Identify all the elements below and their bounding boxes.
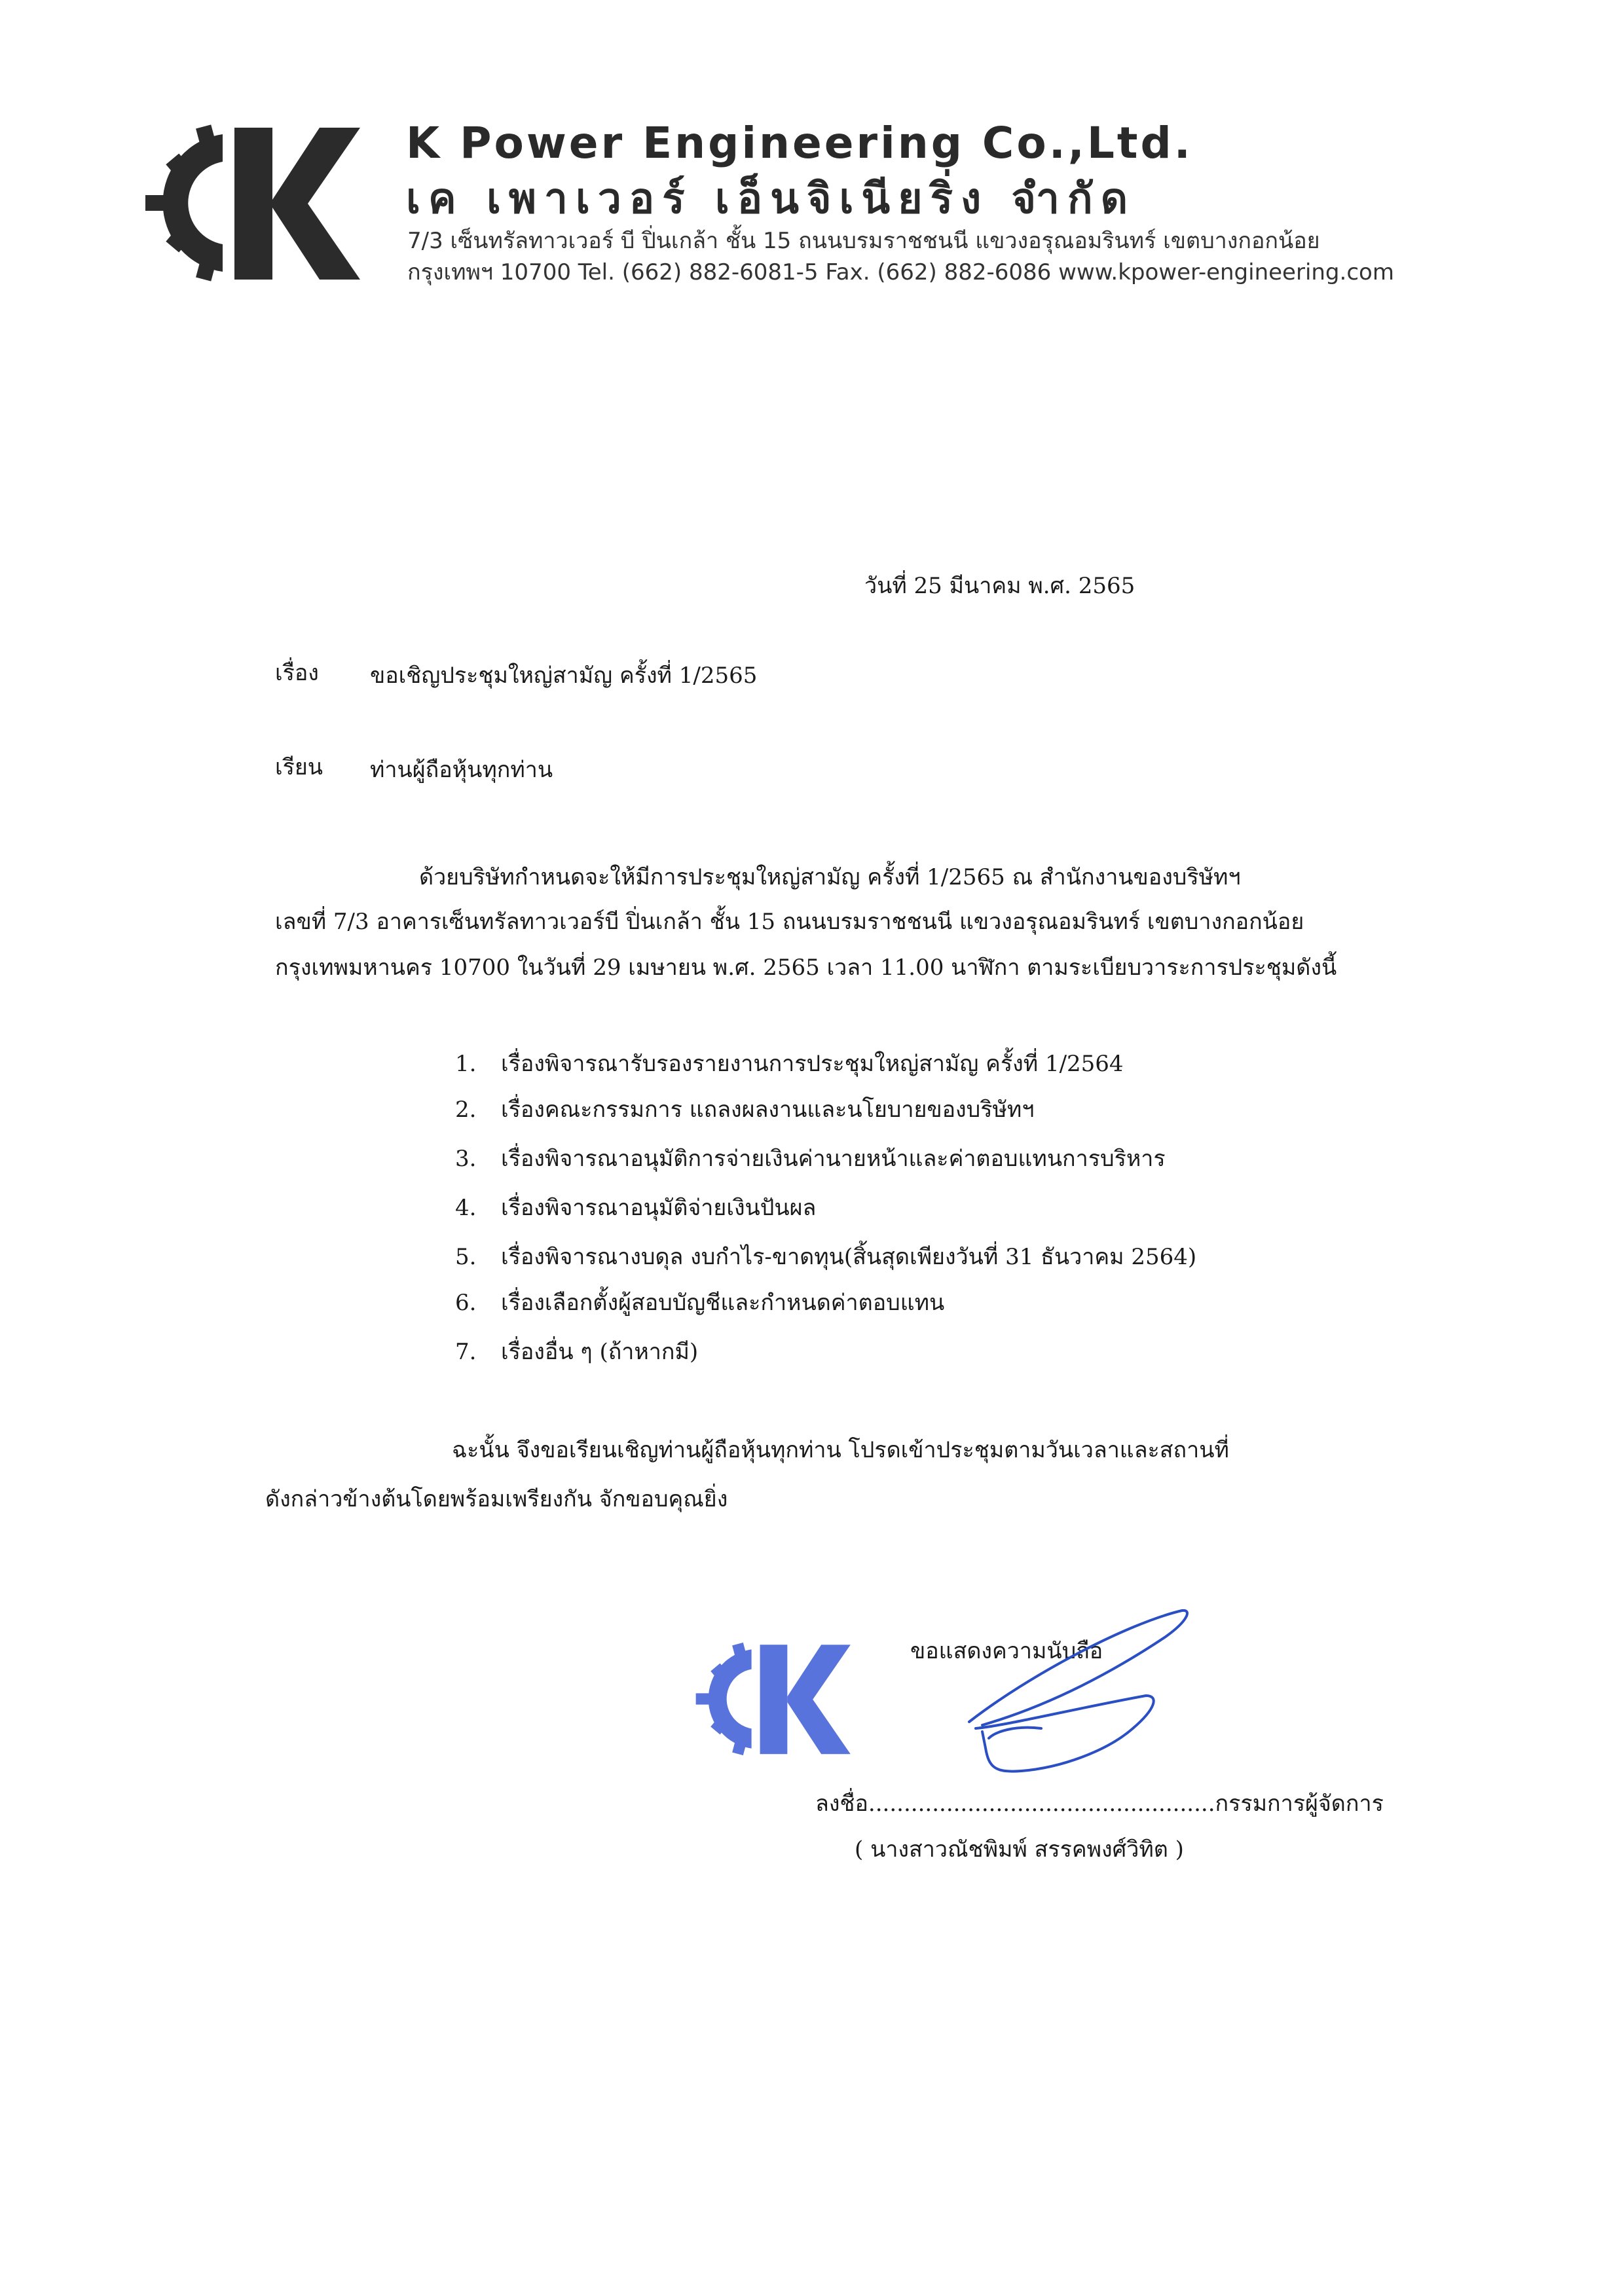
agenda-number: 6. bbox=[455, 1290, 477, 1316]
regards-text: ขอแสดงความนับถือ bbox=[910, 1638, 1103, 1664]
handwritten-signature-icon bbox=[930, 1597, 1205, 1794]
agenda-text: เรื่องพิจารณางบดุล งบกำไร-ขาดทุน(สิ้นสุดเพียงวันที่ 31 ธันวาคม 2564) bbox=[501, 1244, 1197, 1270]
company-contact: กรุงเทพฯ 10700 Tel. (662) 882-6081-5 Fax. (662) 882-6086 www.kpower-engineering.com bbox=[407, 259, 1394, 285]
agenda-number: 4. bbox=[455, 1195, 477, 1221]
company-logo-icon bbox=[144, 121, 360, 285]
agenda-number: 1. bbox=[455, 1051, 477, 1077]
signatory-name: ( นางสาวณัชพิมพ์ สรรคพงศ์วิทิต ) bbox=[855, 1836, 1184, 1863]
agenda-number: 5. bbox=[455, 1244, 477, 1270]
body-paragraph-line: กรุงเทพมหานคร 10700 ในวันที่ 29 เมษายน พ.ศ. 2565 เวลา 11.00 นาฬิกา ตามระเบียบวาระการประชุมดังนี้ bbox=[275, 955, 1337, 981]
agenda-number: 2. bbox=[455, 1097, 477, 1123]
company-name-en: K Power Engineering Co.,Ltd. bbox=[406, 118, 1193, 168]
letter-date: วันที่ 25 มีนาคม พ.ศ. 2565 bbox=[864, 573, 1135, 599]
agenda-number: 3. bbox=[455, 1146, 477, 1172]
subject-label: เรื่อง bbox=[275, 660, 319, 686]
recipient-label: เรียน bbox=[275, 754, 323, 780]
signature-line: ลงชื่อ.................................................กรรมการผู้จัดการ bbox=[815, 1791, 1384, 1817]
company-stamp-icon bbox=[694, 1640, 851, 1758]
agenda-text: เรื่องเลือกตั้งผู้สอบบัญชีและกำหนดค่าตอบแทน bbox=[501, 1290, 945, 1316]
body-paragraph-line: เลขที่ 7/3 อาคารเซ็นทรัลทาวเวอร์บี ปิ่นเกล้า ชั้น 15 ถนนบรมราชชนนี แขวงอรุณอมรินทร์ เขตบางกอกน้อย bbox=[275, 909, 1304, 935]
recipient-text: ท่านผู้ถือหุ้นทุกท่าน bbox=[370, 757, 553, 783]
agenda-text: เรื่องพิจารณาอนุมัติจ่ายเงินปันผล bbox=[501, 1195, 817, 1221]
agenda-text: เรื่องพิจารณารับรองรายงานการประชุมใหญ่สามัญ ครั้งที่ 1/2564 bbox=[501, 1051, 1124, 1077]
agenda-text: เรื่องพิจารณาอนุมัติการจ่ายเงินค่านายหน้าและค่าตอบแทนการบริหาร bbox=[501, 1146, 1166, 1172]
closing-line: ดังกล่าวข้างต้นโดยพร้อมเพรียงกัน จักขอบคุณยิ่ง bbox=[265, 1486, 728, 1512]
company-address: 7/3 เซ็นทรัลทาวเวอร์ บี ปิ่นเกล้า ชั้น 15 ถนนบรมราชชนนี แขวงอรุณอมรินทร์ เขตบางกอกน้อย bbox=[407, 228, 1320, 254]
company-name-th: เค เพาเวอร์ เอ็นจิเนียริ่ง จำกัด bbox=[406, 175, 1136, 223]
agenda-text: เรื่องคณะกรรมการ แถลงผลงานและนโยบายของบริษัทฯ bbox=[501, 1097, 1035, 1123]
subject-text: ขอเชิญประชุมใหญ่สามัญ ครั้งที่ 1/2565 bbox=[370, 663, 758, 689]
closing-line: ฉะนั้น จึงขอเรียนเชิญท่านผู้ถือหุ้นทุกท่าน โปรดเข้าประชุมตามวันเวลาและสถานที่ bbox=[452, 1437, 1229, 1463]
body-paragraph-line: ด้วยบริษัทกำหนดจะให้มีการประชุมใหญ่สามัญ ครั้งที่ 1/2565 ณ สำนักงานของบริษัทฯ bbox=[419, 864, 1241, 890]
agenda-text: เรื่องอื่น ๆ (ถ้าหากมี) bbox=[501, 1339, 699, 1365]
agenda-number: 7. bbox=[455, 1339, 477, 1365]
